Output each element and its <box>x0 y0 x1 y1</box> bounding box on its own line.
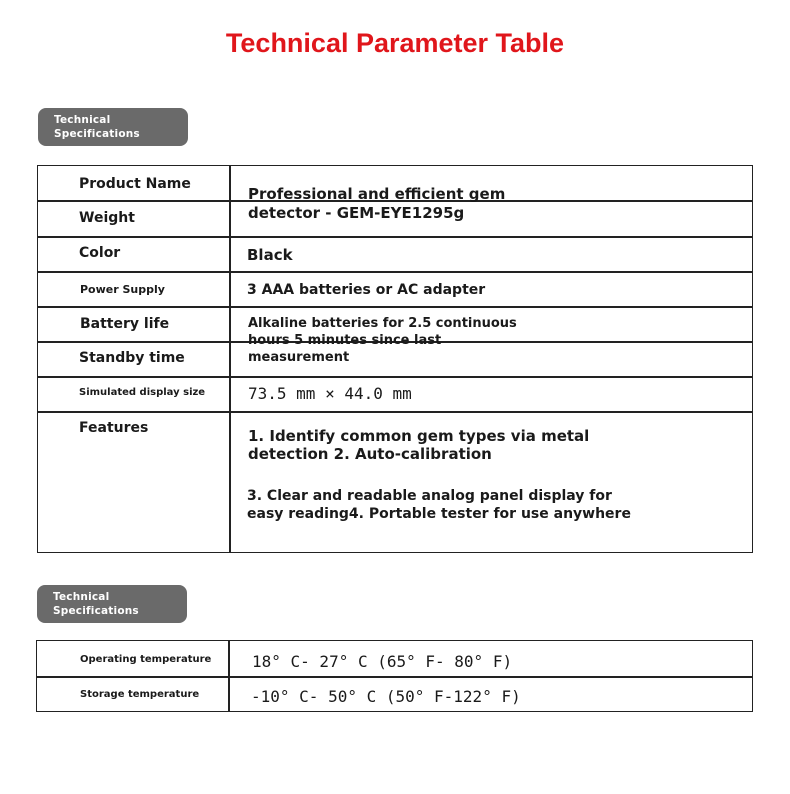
label-storage-temperature: Storage temperature <box>80 689 200 700</box>
label-product-name: Product Name <box>79 176 191 192</box>
value-product-name-line-1: Professional and efficient gem <box>248 185 506 203</box>
value-features-line-4: easy reading4. Portable tester for use anywhere <box>247 506 631 522</box>
badge-line-2: Specifications <box>53 605 139 617</box>
value-features-line-2: detection 2. Auto-calibration <box>248 445 492 463</box>
temperature-table <box>36 640 753 712</box>
label-battery-life: Battery life <box>80 316 170 332</box>
label-weight: Weight <box>79 210 135 226</box>
value-color: Black <box>247 246 293 264</box>
label-power-supply: Power Supply <box>80 283 165 296</box>
badge-line-1: Technical <box>53 591 110 603</box>
value-product-name-line-2: detector - GEM-EYE1295g <box>248 204 465 222</box>
badge-line-1: Technical <box>54 114 111 126</box>
value-operating-temperature: 18° C- 27° C (65° F- 80° F) <box>252 652 513 671</box>
label-features: Features <box>79 420 149 436</box>
label-color: Color <box>79 245 121 261</box>
badge-line-2: Specifications <box>54 128 140 140</box>
value-power-supply: 3 AAA batteries or AC adapter <box>247 282 486 298</box>
value-battery-line-2: hours 5 minutes since last <box>248 333 442 348</box>
value-features-line-1: 1. Identify common gem types via metal <box>248 427 590 445</box>
label-standby-time: Standby time <box>79 350 185 366</box>
label-operating-temperature: Operating temperature <box>80 654 212 665</box>
value-features-line-3: 3. Clear and readable analog panel display for <box>247 488 612 504</box>
value-battery-line-3: measurement <box>248 350 350 365</box>
spec-table <box>37 165 753 553</box>
value-display-size: 73.5 mm × 44.0 mm <box>248 384 412 403</box>
section-badge-specifications <box>38 108 188 146</box>
page-title: Technical Parameter Table <box>225 28 565 58</box>
value-battery-line-1: Alkaline batteries for 2.5 continuous <box>248 316 517 331</box>
value-storage-temperature: -10° C- 50° C (50° F-122° F) <box>251 687 521 706</box>
label-display-size: Simulated display size <box>79 387 206 398</box>
section-badge-temperature <box>37 585 187 623</box>
